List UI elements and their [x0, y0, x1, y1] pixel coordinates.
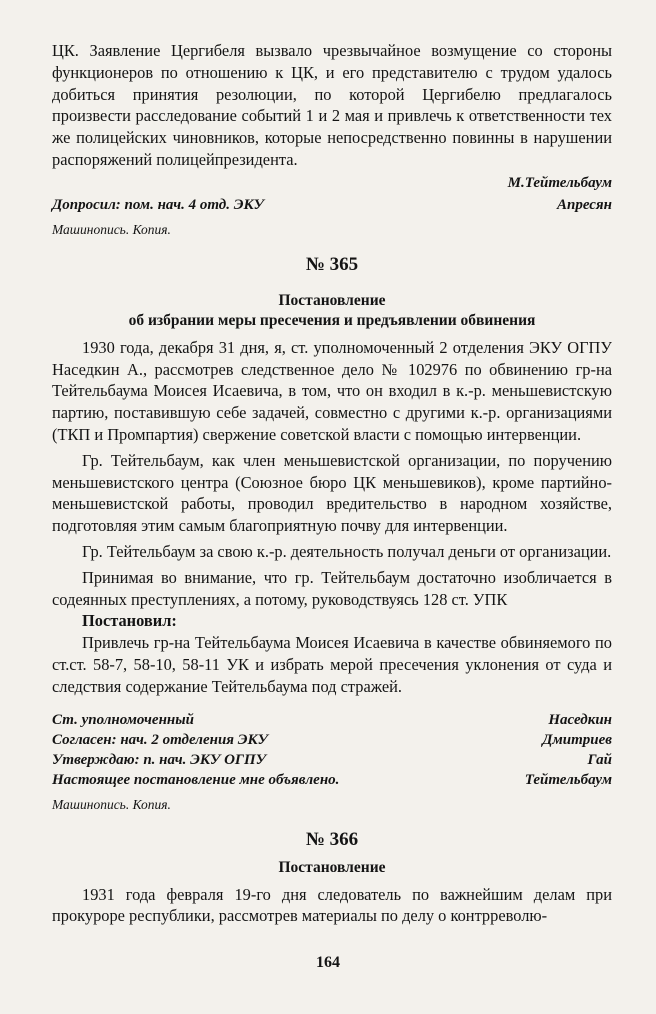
signature-role: Согласен: нач. 2 отделения ЭКУ	[52, 731, 268, 748]
signature-row	[52, 770, 612, 790]
signature-name: Наседкин	[548, 711, 612, 728]
doc365-resolved-label: Постановил:	[82, 611, 177, 631]
doc365-note: Машинопись. Копия.	[52, 796, 171, 812]
signature-role: Утверждаю: п. нач. ЭКУ ОГПУ	[52, 751, 267, 768]
document-page	[52, 40, 612, 927]
doc365-paragraph-2: Гр. Тейтельбаум, как член меньшевистской организации, по поручению меньшевистского центра (Союзное бюро ЦК меньшевиков), кроме партийно-меньшевистской работы, проводил вредительство в народном хозяйстве, подготовляя этим самым благоприятную почву для интервенции.	[52, 450, 612, 536]
doc366-number: № 366	[305, 828, 359, 850]
signature-role: Настоящее постановление мне объявлено.	[52, 771, 340, 788]
doc366-paragraph: 1931 года февраля 19-го дня следователь по важнейшим делам при прокуроре республики, рассмотрев материалы по делу о контрреволю-	[52, 884, 612, 926]
interrogated-label: Допросил: пом. нач. 4 отд. ЭКУ	[52, 196, 264, 213]
signature-name: Гай	[587, 751, 612, 768]
intro-paragraph: ЦК. Заявление Цергибеля вызвало чрезвычайное возмущение со стороны функционеров по отношению к ЦК, и его представителю с трудом удалось добиться принятия резолюции, по которой Цергибелю предлагалось произвести расследование событий 1 и 2 мая и привлечь к ответственности тех же полицейских чиновников, которые непосредственно повинны в нарушении распоряжений полицейпрезидента.	[52, 41, 612, 169]
doc365-number: № 365	[305, 253, 359, 275]
doc365-paragraph-3: Гр. Тейтельбаум за свою к.-р. деятельность получал деньги от организации.	[82, 541, 612, 561]
doc365-title: Постановление	[278, 291, 386, 309]
intro-signature: М.Тейтельбаум	[507, 174, 612, 191]
doc366-title: Постановление	[278, 858, 386, 876]
doc365-paragraph-4: Принимая во внимание, что гр. Тейтельбаум достаточно изобличается в содеянных преступлениях, а потому, руководствуясь 128 ст. УПК	[52, 567, 612, 609]
signature-row	[52, 730, 612, 750]
interrogated-line	[52, 195, 612, 215]
signature-role: Ст. уполномоченный	[52, 711, 194, 728]
doc365-resolution: Привлечь гр-на Тейтельбаума Моисея Исаевича в качестве обвиняемого по ст.ст. 58-7, 58-10, 58-11 УК и избрать мерой пресечения уклонения от суда и следствия содержание Тейтельбаума под стражей.	[52, 633, 612, 696]
signature-name: Дмитриев	[542, 731, 612, 748]
doc365-subtitle: об избрании меры пресечения и предъявлении обвинения	[128, 311, 536, 329]
interrogated-name: Апресян	[556, 196, 612, 213]
signature-name: Тейтельбаум	[524, 771, 612, 788]
page-number: 164	[316, 954, 340, 971]
signature-row	[52, 710, 612, 730]
doc365-signatures	[52, 710, 612, 790]
doc365-paragraph-1: 1930 года, декабря 31 дня, я, ст. уполномоченный 2 отделения ЭКУ ОГПУ Наседкин А., рассмотрев следственное дело № 102976 по обвинению гр-на Тейтельбаума Моисея Исаевича, в том, что он входил в к.-р. меньшевистскую партию, поставившую себе задачей, совместно с другими к.-р. организациями (ТКП и Промпартия) свержение советской власти с помощью интервенции.	[52, 337, 612, 444]
intro-note: Машинопись. Копия.	[52, 221, 171, 237]
signature-row	[52, 750, 612, 770]
